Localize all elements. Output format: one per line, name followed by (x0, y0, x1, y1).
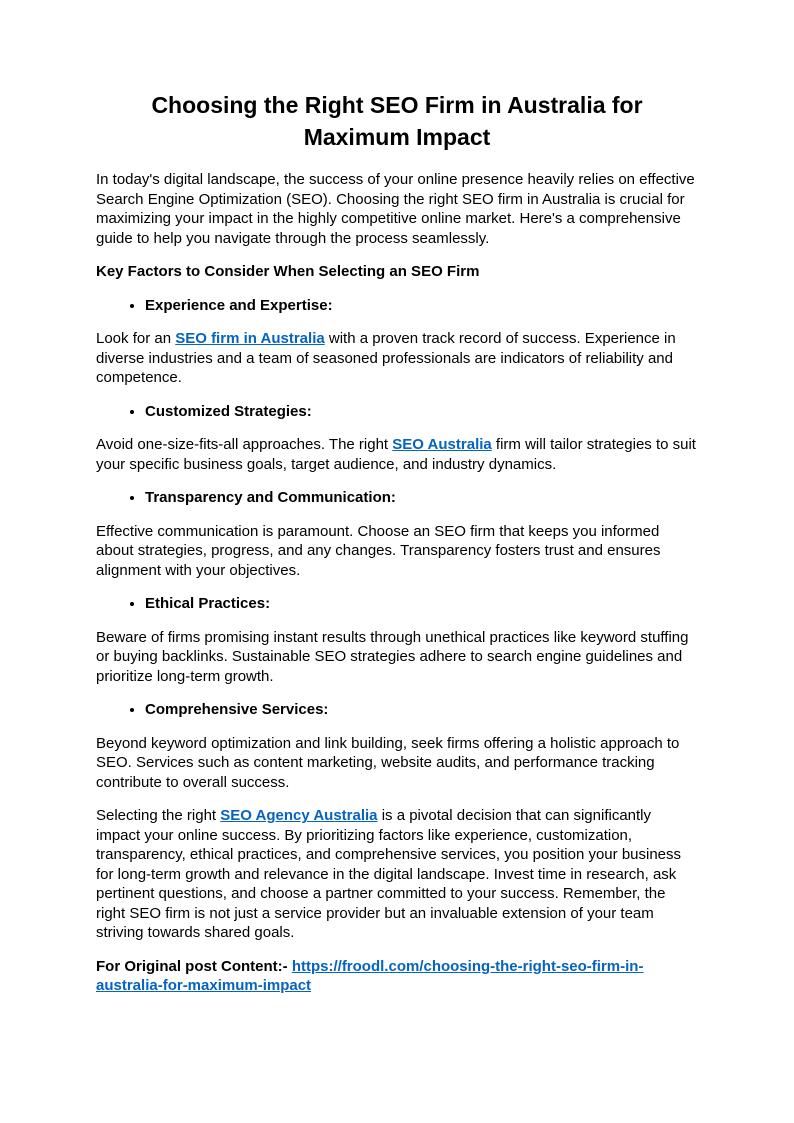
closing-paragraph (96, 806, 698, 943)
paragraph-text: firm will tailor strategies to suit your specific business goals, target audience, and industry dynamics. (96, 436, 696, 473)
original-post-label: For Original post Content:- (96, 957, 292, 975)
bullet-label: Transparency and Communication: (145, 489, 396, 507)
paragraph-transparency: Effective communication is paramount. Choose an SEO firm that keeps you informed about strategies, progress, and any changes. Transparency fosters trust and ensures alignment with your objectives. (96, 522, 661, 579)
bullet-list-comprehensive (96, 700, 698, 720)
bullet-experience-expertise (145, 296, 698, 316)
paragraph-text: is a pivotal decision that can significantly impact your online success. By prioritizing factors like experience, customization, transparency, ethical practices, and comprehensive services, you position your business for long-term growth and relevance in the digital landscape. Invest time in research, ask pertinent questions, and choose a partner committed to your success. Remember, the right SEO firm is not just a service provider but an invaluable extension of your team striving towards shared goals. (96, 807, 682, 942)
bullet-label: Customized Strategies: (145, 402, 312, 420)
bullet-transparency-communication (145, 488, 698, 508)
bullet-customized-strategies (145, 402, 698, 422)
bullet-list-customized (96, 402, 698, 422)
paragraph-customized (96, 435, 698, 474)
bullet-list-experience (96, 296, 698, 316)
seo-firm-in-australia-link[interactable]: SEO firm in Australia (175, 330, 325, 348)
bullet-label: Experience and Expertise: (145, 296, 333, 314)
paragraph-text: Selecting the right (96, 807, 221, 825)
original-post-link[interactable]: https://froodl.com/choosing-the-right-seo-firm-in-australia-for-maximum-impact (96, 957, 644, 995)
bullet-label: Ethical Practices: (145, 595, 271, 613)
intro-paragraph: In today's digital landscape, the success of your online presence heavily relies on effective Search Engine Optimization (SEO). Choosing the right SEO firm in Australia is crucial for maximizing your impact in the highly competitive online market. Here's a comprehensive guide to help you navigate through the process seamlessly. (96, 171, 695, 247)
paragraph-text: Look for an (96, 330, 176, 348)
paragraph-ethical: Beware of firms promising instant results through unethical practices like keyword stuffing or buying backlinks. Sustainable SEO strategies adhere to search engine guidelines and prioritize long-term growth. (96, 628, 689, 685)
paragraph-experience (96, 329, 698, 388)
seo-agency-australia-link[interactable]: SEO Agency Australia (220, 807, 378, 825)
seo-australia-link[interactable]: SEO Australia (392, 436, 492, 454)
paragraph-text: Avoid one-size-fits-all approaches. The right (96, 436, 393, 454)
bullet-label: Comprehensive Services: (145, 701, 329, 719)
bullet-ethical-practices (145, 594, 698, 614)
bullet-list-transparency (96, 488, 698, 508)
paragraph-text: with a proven track record of success. Experience in diverse industries and a team of seasoned professionals are indicators of reliability and competence. (96, 330, 676, 387)
paragraph-comprehensive: Beyond keyword optimization and link building, seek firms offering a holistic approach to SEO. Services such as content marketing, website audits, and performance tracking contribute to overall success. (96, 734, 680, 791)
page-title: Choosing the Right SEO Firm in Australia for Maximum Impact (151, 92, 643, 150)
section-heading: Key Factors to Consider When Selecting an SEO Firm (96, 263, 480, 281)
original-post-paragraph (96, 957, 698, 996)
bullet-comprehensive-services (145, 700, 698, 720)
bullet-list-ethical (96, 594, 698, 614)
